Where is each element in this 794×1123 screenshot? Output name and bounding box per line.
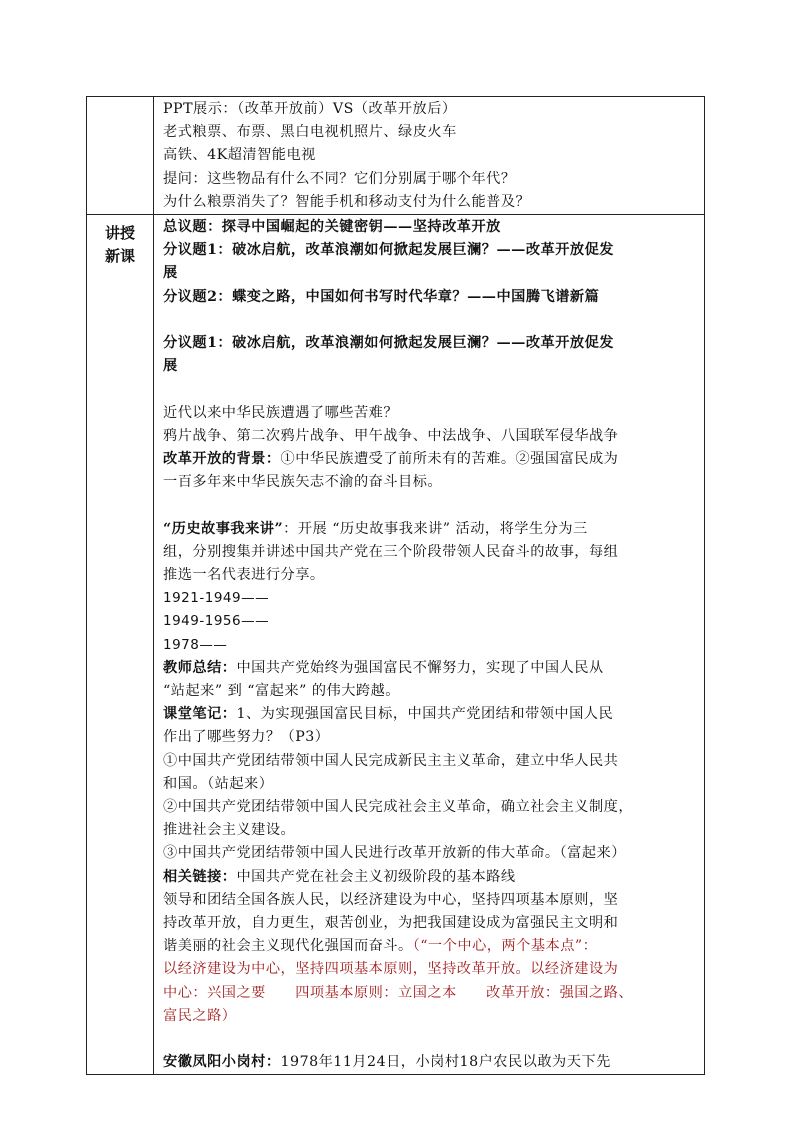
lesson-plan-table [86,96,705,1075]
red-note: 中心：兴国之要 四项基本原则：立国之本 改革开放：强国之路、 [163,984,634,1001]
note-item-1: ①中国共产党团结带领中国人民完成新民主主义革命，建立中华人民共 [163,752,619,769]
spacer [163,378,698,401]
main-content-cell [154,215,705,1075]
basic-line-text-end: 谐美丽的社会主义现代化强国而奋斗。 [163,938,413,955]
village-label: 安徽凤阳小岗村： [163,1054,281,1071]
story-para [163,518,698,541]
question-text: 近代以来中华民族遭遇了哪些苦难？ [163,404,399,421]
background-text: ①中华民族遭受了前所未有的苦难。②强国富民成为 [280,451,619,468]
basic-line-text: 领导和团结全国各族人民，以经济建设为中心，坚持四项基本原则，坚 [163,891,619,908]
red-note: 以经济建设为中心，坚持四项基本原则，坚持改革开放。以经济建设为 [163,961,619,978]
notes-label: 课堂笔记： [163,706,237,723]
story-label: “历史故事我来讲” [163,520,284,537]
intro-row [87,97,705,215]
period-2: 1949-1956—— [163,613,270,630]
story-text-cont: 组，分别搜集并讲述中国共产党在三个阶段带领人民奋斗的故事，每组 [163,543,619,560]
intro-line: PPT展示：（改革开放前）VS（改革开放后） [163,101,457,117]
background-label: 改革开放的背景： [163,451,281,468]
story-text: ：开展 “历史故事我来讲” 活动，将学生分为三 [283,520,588,537]
background-text-cont: 一百多年来中华民族矢志不渝的奋斗目标。 [163,474,443,491]
notes-text-cont: 作出了哪些努力？（P3） [163,729,330,746]
period-1: 1921-1949—— [163,590,270,607]
sub-topic-1-heading-cont: 展 [163,358,178,375]
red-note-end: 富民之路） [163,1007,237,1024]
intro-label-cell [87,97,154,215]
overall-topic: 总议题：探寻中国崛起的关键密钥——坚持改革开放 [163,219,501,236]
sub-topic-1-cont: 展 [163,265,178,282]
related-link [163,866,698,889]
story-text-cont: 推选一名代表进行分享。 [163,567,325,584]
section-label-line-1: 讲授 [104,224,135,243]
period-3: 1978—— [163,636,228,653]
teacher-text-cont: “站起来” 到 “富起来” 的伟大跨越。 [163,683,400,700]
notes-text: 1、为实现强国富民目标，中国共产党团结和带领中国人民 [236,706,614,723]
note-item-2-cont: 推进社会主义建设。 [163,822,296,839]
background-para [163,448,698,471]
spacer [163,309,698,332]
red-note-start: （“一个中心，两个基本点”： [412,938,598,955]
link-text: 中国共产党在社会主义初级阶段的基本路线 [236,868,516,885]
spacer [163,1028,698,1051]
intro-line: 老式粮票、布票、黑白电视机照片、绿皮火车 [163,124,457,141]
village-para [163,1051,698,1074]
intro-line: 为什么粮票消失了？智能手机和移动支付为什么能普及？ [163,193,531,210]
village-text: 1978年11月24日，小岗村18户农民以敢为天下先 [280,1054,611,1071]
sub-topic-1-heading: 分议题1：破冰启航，改革浪潮如何掀起发展巨澜？——改革开放促发 [163,335,614,352]
teacher-label: 教师总结： [163,659,237,676]
note-item-3: ③中国共产党团结带领中国人民进行改革开放新的伟大革命。（富起来） [163,845,626,862]
intro-line: 高铁、4K超清智能电视 [163,147,316,164]
section-label-line-2: 新课 [104,247,135,266]
basic-line-text-cont: 持改革开放，自力更生，艰苦创业，为把我国建设成为富强民主文明和 [163,915,619,932]
link-label: 相关链接： [163,868,237,885]
intro-line: 提问：这些物品有什么不同？它们分别属于哪个年代？ [163,170,516,187]
main-row [87,215,705,1075]
section-label-cell [87,215,154,1075]
wars-list: 鸦片战争、第二次鸦片战争、甲午战争、中法战争、八国联军侵华战争 [163,427,619,444]
note-item-2: ②中国共产党团结带领中国人民完成社会主义革命，确立社会主义制度， [163,799,634,816]
sub-topic-1: 分议题1：破冰启航，改革浪潮如何掀起发展巨澜？——改革开放促发 [163,242,614,259]
sub-topic-2: 分议题2：蝶变之路，中国如何书写时代华章？——中国腾飞谱新篇 [163,288,600,305]
spacer [163,494,698,517]
basic-line-text-cont [163,935,698,958]
class-notes [163,703,698,726]
teacher-text: 中国共产党始终为强国富民不懈努力，实现了中国人民从 [236,659,604,676]
intro-content-cell [154,97,705,215]
teacher-summary [163,657,698,680]
note-item-1-cont: 和国。（站起来） [163,775,274,792]
